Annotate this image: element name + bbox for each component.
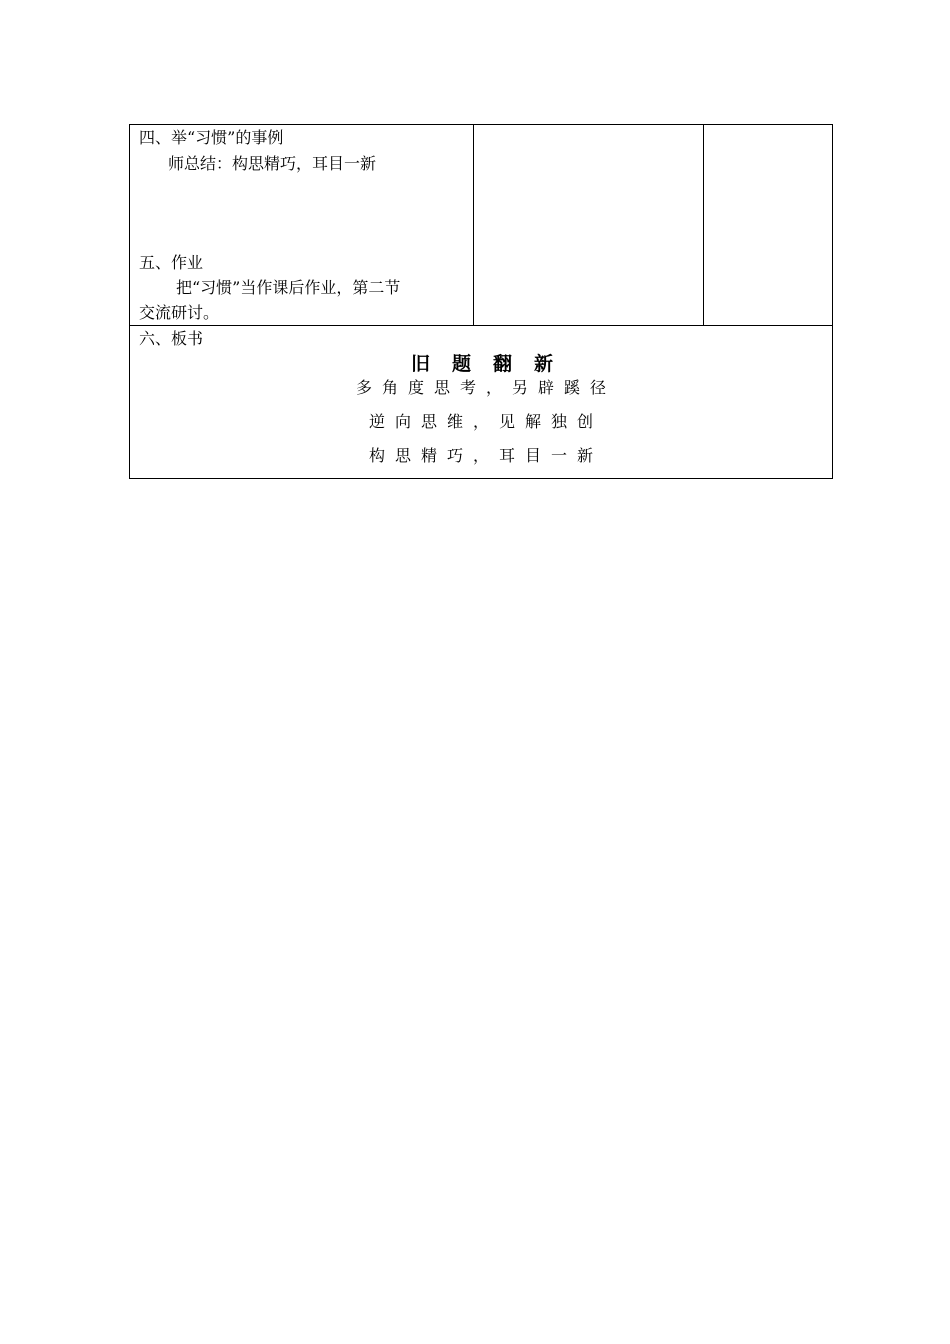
table-row-activities <box>130 125 832 326</box>
board-line-2: 逆向思维，见解独创 <box>368 412 603 431</box>
board-title: 旧题翻新 <box>410 353 575 375</box>
lesson-plan-table <box>129 124 833 479</box>
cell-teaching-content <box>130 125 474 325</box>
cell-middle-empty <box>474 125 704 325</box>
section5-text-line2: 交流研讨。 <box>139 303 220 322</box>
board-line-3: 构思精巧，耳目一新 <box>368 446 603 465</box>
board-line-1: 多角度思考，另辟蹊径 <box>355 378 616 397</box>
cell-right-empty <box>704 125 832 325</box>
section6-heading: 六、板书 <box>139 329 204 348</box>
section5-heading: 五、作业 <box>139 253 204 272</box>
section4-summary: 师总结：构思精巧，耳目一新 <box>168 154 377 173</box>
table-row-blackboard <box>130 326 832 478</box>
section4-heading: 四、举“习惯”的事例 <box>139 128 284 147</box>
section5-text-line1: 把“习惯”当作课后作业，第二节 <box>176 278 401 297</box>
